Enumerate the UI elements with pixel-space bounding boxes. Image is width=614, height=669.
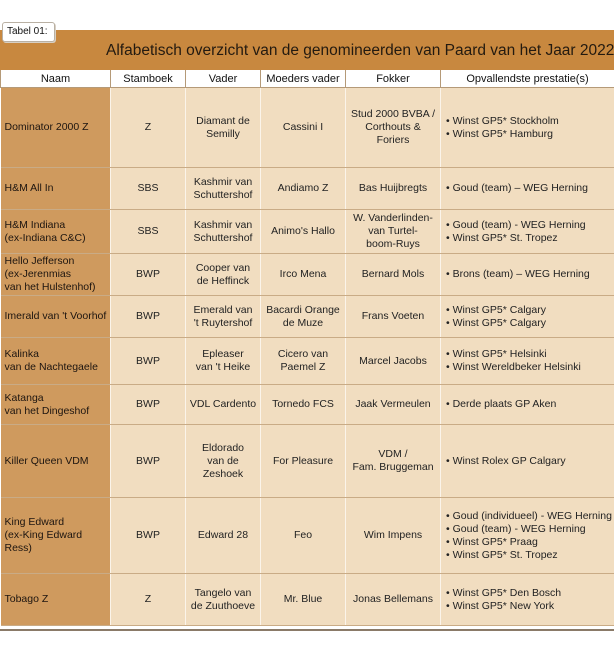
breeder-line: Fam. Bruggeman: [352, 461, 434, 473]
sire: [186, 210, 261, 254]
dam-sire-line: Bacardi Orange: [266, 303, 340, 316]
horse-name-line: Hello Jefferson: [4, 255, 75, 267]
studbook: BWP: [111, 425, 186, 498]
achievements-line: • Winst GP5* Hamburg: [446, 127, 553, 140]
horse-name-line: Katanga: [4, 391, 44, 404]
breeder-line: VDM /: [378, 448, 408, 460]
header-stamboek: Stamboek: [111, 70, 186, 88]
achievements: [441, 498, 614, 574]
sire-line: 't Ruytershof: [193, 316, 253, 329]
breeder: [346, 296, 441, 338]
achievements-line: • Winst GP5* St. Tropez: [446, 548, 558, 561]
sire-line: Kashmir van: [193, 218, 253, 231]
achievements-line: • Goud (individueel) - WEG Herning: [446, 509, 612, 522]
bottom-rule: [0, 629, 614, 631]
sire-line: de Zuuthoeve: [190, 599, 256, 612]
studbook: BWP: [111, 385, 186, 425]
achievements-line: • Winst GP5* Den Bosch: [446, 586, 562, 599]
studbook: BWP: [111, 338, 186, 385]
dam-sire: [261, 425, 346, 498]
achievements-line: • Winst GP5* Helsinki: [446, 348, 547, 360]
sire: [186, 574, 261, 626]
horse-name-line: Kalinka: [4, 348, 39, 360]
breeder-line: Marcel Jacobs: [359, 354, 427, 367]
dam-sire-line: de Muze: [282, 316, 324, 329]
horse-name: [1, 210, 111, 254]
dam-sire-line: Cicero van: [277, 348, 329, 360]
table-row: [1, 210, 614, 254]
achievements-line: • Winst GP5* Calgary: [446, 316, 546, 329]
sire-line: Epleaser: [202, 348, 244, 360]
sire-line: Semilly: [206, 127, 240, 140]
achievements-line: • Goud (team) - WEG Herning: [446, 218, 586, 231]
horse-name-line: Killer Queen VDM: [4, 454, 89, 467]
table-row: [1, 338, 614, 385]
header-prestaties: Opvallendste prestatie(s): [441, 70, 614, 88]
breeder: [346, 88, 441, 168]
horse-name-line: (ex-Indiana C&C): [4, 231, 86, 244]
breeder-line: Bernard Mols: [361, 268, 425, 280]
breeder: [346, 385, 441, 425]
dam-sire-line: Paemel Z: [280, 361, 326, 373]
dam-sire: [261, 296, 346, 338]
dam-sire-line: Mr. Blue: [283, 593, 323, 605]
sire: [186, 254, 261, 296]
horse-name-line: Dominator 2000 Z: [4, 121, 89, 133]
studbook: Z: [111, 88, 186, 168]
dam-sire: [261, 254, 346, 296]
horse-name-line: van de Nachtegaele: [4, 361, 98, 373]
sire-line: Tangelo van: [194, 586, 252, 599]
breeder-line: W. Vanderlinden-: [353, 212, 433, 224]
achievements: [441, 338, 614, 385]
table-row: [1, 574, 614, 626]
dam-sire-line: For Pleasure: [272, 454, 334, 467]
achievements-line: • Winst GP5* Stockholm: [446, 114, 559, 127]
sire-line: Diamant de: [196, 114, 250, 127]
table-row: [1, 88, 614, 168]
achievements: [441, 210, 614, 254]
studbook: Z: [111, 574, 186, 626]
horse-name-line: (ex-King Edward Ress): [4, 529, 83, 554]
dam-sire: [261, 168, 346, 210]
horse-name: [1, 88, 111, 168]
horse-name-line: Imerald van 't Voorhof: [4, 310, 107, 322]
table-row: [1, 385, 614, 425]
sire: [186, 88, 261, 168]
achievements: [441, 88, 614, 168]
table-row: [1, 254, 614, 296]
header-fokker: Fokker: [346, 70, 441, 88]
breeder-line: Wim Impens: [363, 529, 423, 541]
achievements-line: • Winst Rolex GP Calgary: [446, 454, 566, 467]
table-row: [1, 425, 614, 498]
sire: [186, 296, 261, 338]
table-row: [1, 168, 614, 210]
sire: [186, 338, 261, 385]
breeder: [346, 425, 441, 498]
horse-name: [1, 338, 111, 385]
achievements-line: • Winst Wereldbeker Helsinki: [446, 361, 581, 373]
sire: [186, 385, 261, 425]
sire-line: Cooper van: [195, 261, 251, 274]
table-label: Tabel 01:: [2, 22, 55, 42]
achievements-line: • Brons (team) – WEG Herning: [446, 268, 590, 280]
header-naam: Naam: [1, 70, 111, 88]
studbook: BWP: [111, 254, 186, 296]
breeder-line: Corthouts & Foriers: [365, 121, 421, 146]
horse-name-line: Tobago Z: [4, 593, 49, 605]
horse-name: [1, 296, 111, 338]
horse-name: [1, 425, 111, 498]
studbook: BWP: [111, 498, 186, 574]
horse-name-line: van het Dingeshof: [4, 404, 90, 417]
horse-name: [1, 498, 111, 574]
achievements: [441, 296, 614, 338]
sire-line: van 't Heike: [195, 361, 251, 373]
sire-line: Schuttershof: [193, 231, 253, 244]
breeder: [346, 574, 441, 626]
breeder-line: Bas Huijbregts: [358, 182, 428, 194]
achievements: [441, 574, 614, 626]
sire-line: de Heffinck: [196, 274, 250, 287]
dam-sire: [261, 210, 346, 254]
dam-sire-line: Tornedo FCS: [272, 398, 334, 410]
dam-sire-line: Cassini I: [282, 121, 324, 133]
table-row: [1, 296, 614, 338]
sire: [186, 498, 261, 574]
breeder: [346, 210, 441, 254]
studbook: BWP: [111, 296, 186, 338]
studbook: SBS: [111, 168, 186, 210]
sire-line: Emerald van: [193, 303, 253, 316]
sire: [186, 168, 261, 210]
achievements-line: • Goud (team) – WEG Herning: [446, 182, 588, 194]
horse-name-line: (ex-Jerenmias: [4, 268, 72, 280]
achievements-line: • Winst GP5* Calgary: [446, 303, 546, 316]
breeder-line: Stud 2000 BVBA /: [350, 108, 436, 120]
nominees-table: [0, 70, 614, 626]
achievements: [441, 168, 614, 210]
sire-line: Zeshoek: [202, 467, 244, 480]
header-moeders-vader: Moeders vader: [261, 70, 346, 88]
dam-sire: [261, 498, 346, 574]
sire-line: van de: [207, 454, 239, 467]
dam-sire: [261, 88, 346, 168]
horse-name-line: van het Hulstenhof): [4, 281, 96, 293]
sire-line: Eldorado: [201, 441, 245, 454]
horse-name-line: H&M Indiana: [4, 218, 66, 231]
sire-line: Schuttershof: [193, 188, 253, 201]
breeder: [346, 168, 441, 210]
achievements: [441, 254, 614, 296]
horse-name: [1, 574, 111, 626]
dam-sire-line: Animo's Hallo: [271, 225, 335, 237]
dam-sire-line: Feo: [293, 529, 313, 541]
table-title: Alfabetisch overzicht van de genomineerden van Paard van het Jaar 2022: [106, 42, 614, 59]
table-header-row: [1, 70, 614, 88]
breeder: [346, 498, 441, 574]
sire: [186, 425, 261, 498]
breeder-line: boom-Ruys: [366, 238, 420, 250]
horse-name: [1, 385, 111, 425]
achievements-line: • Goud (team) - WEG Herning: [446, 522, 586, 535]
dam-sire-line: Irco Mena: [279, 268, 327, 280]
breeder: [346, 338, 441, 385]
dam-sire: [261, 385, 346, 425]
breeder-line: van Turtel-: [368, 225, 418, 237]
horse-name-line: King Edward: [4, 516, 65, 528]
studbook: SBS: [111, 210, 186, 254]
dam-sire: [261, 338, 346, 385]
breeder-line: Jonas Bellemans: [353, 593, 433, 605]
horse-name: [1, 168, 111, 210]
horse-name-line: H&M All In: [4, 182, 54, 194]
breeder-line: Jaak Vermeulen: [355, 398, 431, 410]
achievements-line: • Derde plaats GP Aken: [446, 398, 557, 410]
achievements-line: • Winst GP5* Praag: [446, 535, 538, 548]
sire-line: VDL Cardento: [189, 398, 257, 410]
achievements-line: • Winst GP5* New York: [446, 599, 555, 612]
achievements: [441, 425, 614, 498]
achievements-line: • Winst GP5* St. Tropez: [446, 231, 558, 244]
dam-sire-line: Andiamo Z: [277, 182, 329, 194]
sire-line: Edward 28: [197, 529, 249, 541]
horse-name: [1, 254, 111, 296]
table-row: [1, 498, 614, 574]
achievements: [441, 385, 614, 425]
sire-line: Kashmir van: [193, 175, 253, 188]
header-vader: Vader: [186, 70, 261, 88]
table-body: [1, 88, 614, 626]
breeder: [346, 254, 441, 296]
dam-sire: [261, 574, 346, 626]
breeder-line: Frans Voeten: [361, 310, 425, 322]
